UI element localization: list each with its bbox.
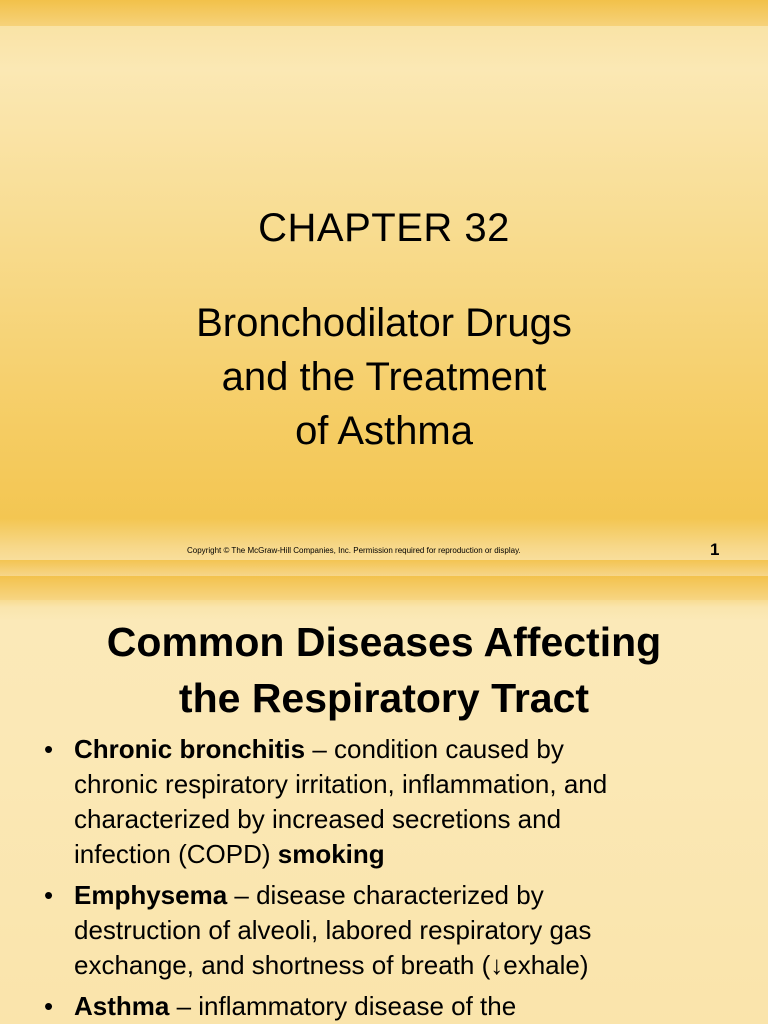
- bullet-term: Chronic bronchitis: [74, 734, 306, 764]
- page-number: 1: [710, 540, 720, 559]
- bullet-text: infection (COPD): [74, 839, 278, 869]
- bullet-text: – condition caused by: [305, 734, 564, 764]
- bullet-text: – disease characterized by: [227, 880, 544, 910]
- bullet-dot: •: [44, 734, 54, 764]
- subtitle-line: of Asthma: [295, 409, 473, 453]
- bullet-emphasis: smoking: [277, 839, 385, 869]
- content-slide: [0, 576, 768, 1024]
- bullet-line: chronic respiratory irritation, inflammation, and: [74, 769, 608, 799]
- top-band: [0, 0, 768, 26]
- bullet-dot: •: [44, 880, 54, 910]
- copyright-notice: Copyright © The McGraw-Hill Companies, Inc. Permission required for reproduction or display.: [187, 546, 521, 555]
- subtitle-line: and the Treatment: [221, 355, 547, 399]
- bullet-line: [74, 989, 748, 1024]
- bullet-line: [74, 878, 748, 913]
- title-line: the Respiratory Tract: [178, 675, 590, 721]
- bullet-line: characterized by increased secretions and: [74, 804, 562, 834]
- bullet-chronic-bronchitis: [0, 732, 768, 872]
- subtitle-line: Bronchodilator Drugs: [196, 301, 572, 345]
- chapter-subtitle: [0, 296, 768, 458]
- bullet-line: destruction of alveoli, labored respiratory gas: [74, 915, 592, 945]
- bullet-dot: •: [44, 991, 54, 1021]
- title-line: Common Diseases Affecting: [106, 619, 662, 665]
- bullet-term: Emphysema: [74, 880, 228, 910]
- bullet-list: [0, 732, 768, 1024]
- bullet-line: [74, 732, 748, 767]
- top-band: [0, 576, 768, 600]
- bullet-asthma: [0, 989, 768, 1024]
- slide-title: [0, 614, 768, 726]
- bullet-line: exchange, and shortness of breath (↓exhale): [74, 950, 589, 980]
- bullet-term: Asthma: [74, 991, 170, 1021]
- bullet-emphysema: [0, 878, 768, 983]
- bottom-band: [0, 560, 768, 576]
- chapter-title: CHAPTER 32: [258, 206, 510, 250]
- bullet-text: – inflammatory disease of the: [169, 991, 517, 1021]
- bullet-line: [74, 837, 748, 872]
